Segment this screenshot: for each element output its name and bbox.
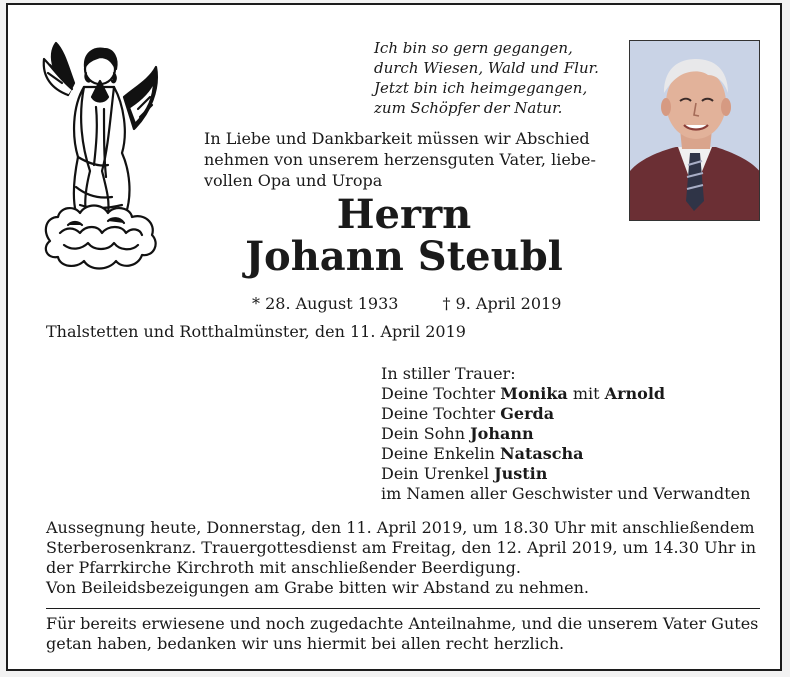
intro-text	[204, 128, 614, 191]
poem-line: Ich bin so gern gegangen,	[374, 39, 573, 57]
mourner-row: Dein Urenkel Justin	[381, 464, 548, 483]
intro-line: nehmen von unserem herzensguten Vater, liebe-	[204, 150, 596, 169]
obituary-notice	[6, 3, 782, 671]
service-line: Sterberosenkranz. Trauergottesdienst am Freitag, den 12. April 2019, um 14.30 Uhr in	[46, 538, 757, 557]
mourner-row: Deine Tochter Gerda	[381, 404, 555, 423]
thanks-text	[46, 614, 766, 654]
mourners-heading: In stiller Trauer:	[381, 364, 516, 383]
thanks-line: getan haben, bedanken wir uns hiermit bei allen recht herzlich.	[46, 634, 565, 653]
praying-angel-icon	[38, 37, 162, 273]
mourner-row: Dein Sohn Johann	[381, 424, 534, 443]
divider	[46, 608, 760, 609]
deceased-name: Johann Steubl	[245, 233, 563, 280]
poem-line: durch Wiesen, Wald und Flur.	[374, 59, 599, 77]
portrait-photo	[629, 40, 760, 221]
mourner-row: Deine Enkelin Natascha	[381, 444, 584, 463]
place-and-date: Thalstetten und Rotthalmünster, den 11. April 2019	[46, 322, 466, 341]
service-line: Aussegnung heute, Donnerstag, den 11. April 2019, um 18.30 Uhr mit anschließendem	[46, 518, 755, 537]
mourners-list	[381, 364, 750, 504]
mourner-row: Deine Tochter Monika mit Arnold	[381, 384, 666, 403]
intro-line: vollen Opa und Uropa	[204, 171, 383, 190]
poem	[374, 38, 599, 118]
portrait-icon	[630, 41, 760, 221]
service-line: der Pfarrkirche Kirchroth mit anschließender Beerdigung.	[46, 558, 521, 577]
service-details	[46, 518, 766, 598]
intro-line: In Liebe und Dankbarkeit müssen wir Abschied	[204, 129, 590, 148]
service-line: Von Beileidsbezeigungen am Grabe bitten wir Abstand zu nehmen.	[46, 578, 590, 597]
poem-line: zum Schöpfer der Natur.	[374, 99, 563, 117]
death-date: † 9. April 2019	[442, 294, 562, 313]
life-dates	[252, 294, 561, 314]
thanks-line: Für bereits erwiesene und noch zugedachte Anteilnahme, und die unserem Vater Gutes	[46, 614, 759, 633]
poem-line: Jetzt bin ich heimgegangen,	[374, 79, 588, 97]
mourners-closing: im Namen aller Geschwister und Verwandten	[381, 484, 751, 503]
salutation: Herrn	[336, 191, 472, 238]
birth-date: * 28. August 1933	[252, 294, 399, 313]
